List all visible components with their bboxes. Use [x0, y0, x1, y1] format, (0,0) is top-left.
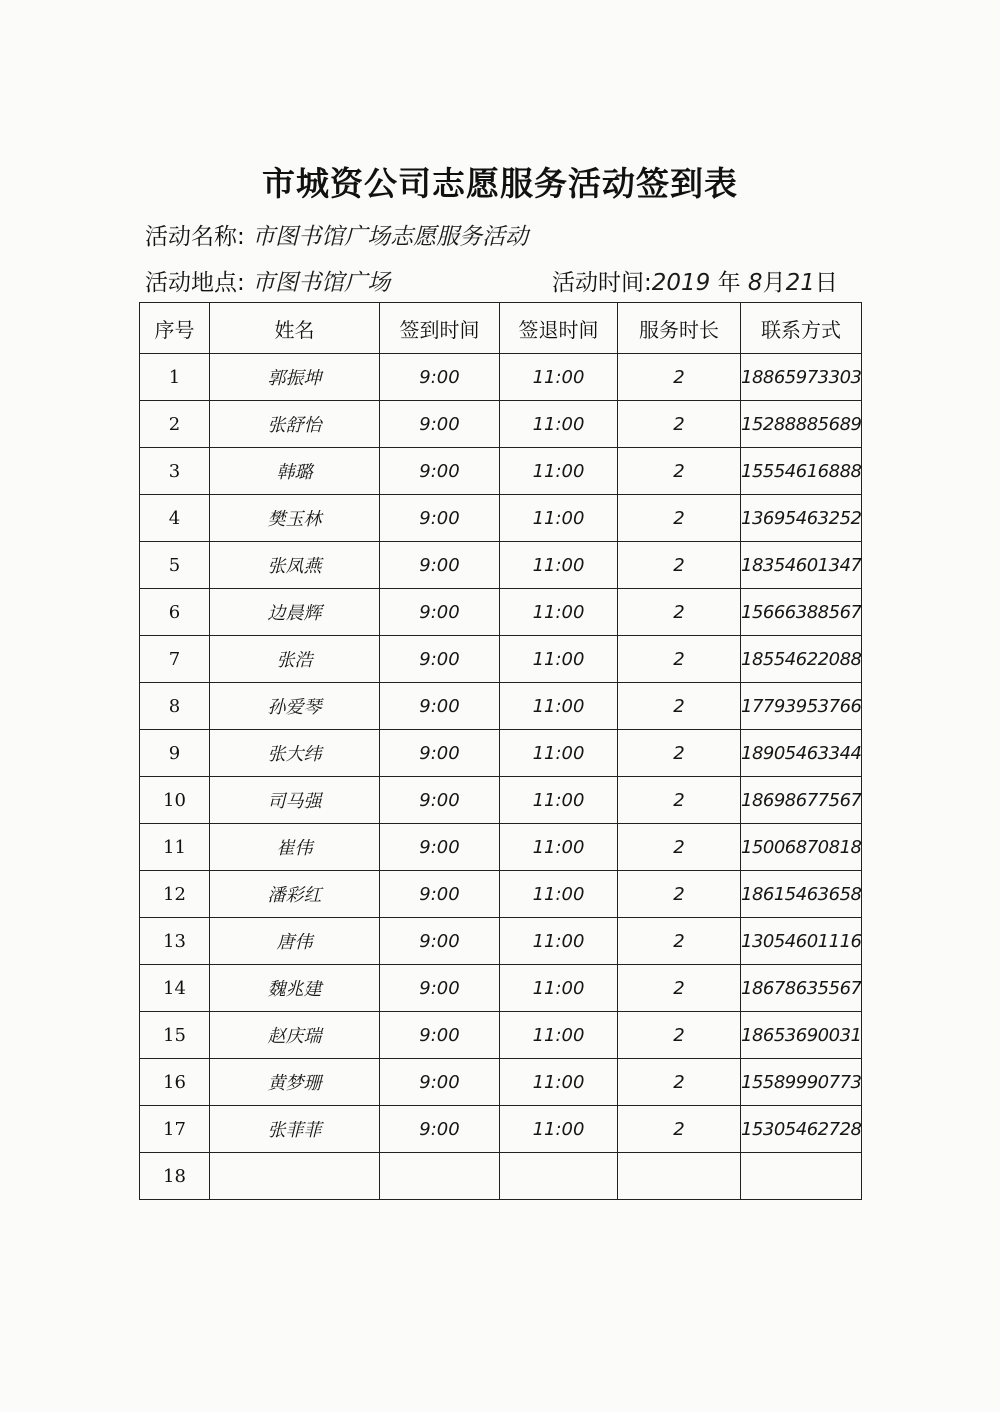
activity-time-label: 活动时间: — [552, 270, 652, 296]
activity-time-line — [552, 264, 838, 297]
row-seq: 15 — [140, 1012, 210, 1059]
row-seq: 14 — [140, 965, 210, 1012]
row-contact: 18615463658 — [741, 871, 862, 918]
header-name: 姓名 — [210, 303, 380, 354]
row-sign-in-time: 9:00 — [380, 354, 500, 401]
row-contact: 18905463344 — [741, 730, 862, 777]
table-row — [140, 542, 862, 589]
row-sign-out-time: 11:00 — [500, 495, 618, 542]
row-sign-out-time: 11:00 — [500, 589, 618, 636]
row-name: 边晨辉 — [210, 589, 380, 636]
activity-name-value: 市图书馆广场志愿服务活动 — [252, 224, 529, 250]
row-sign-in-time: 9:00 — [380, 589, 500, 636]
row-sign-out-time: 11:00 — [500, 824, 618, 871]
header-contact: 联系方式 — [741, 303, 862, 354]
row-contact: 15554616888 — [741, 448, 862, 495]
row-contact: 13695463252 — [741, 495, 862, 542]
row-sign-out-time: 11:00 — [500, 1106, 618, 1153]
table-row — [140, 683, 862, 730]
row-sign-in-time: 9:00 — [380, 448, 500, 495]
row-seq: 18 — [140, 1153, 210, 1200]
header-sign-out: 签退时间 — [500, 303, 618, 354]
row-seq: 12 — [140, 871, 210, 918]
activity-name-line — [145, 218, 528, 251]
row-seq: 8 — [140, 683, 210, 730]
row-service-hours: 2 — [618, 589, 741, 636]
row-sign-in-time: 9:00 — [380, 1059, 500, 1106]
table-row — [140, 448, 862, 495]
row-sign-in-time — [380, 1153, 500, 1200]
row-contact: 18554622088 — [741, 636, 862, 683]
row-service-hours: 2 — [618, 448, 741, 495]
table-row — [140, 1106, 862, 1153]
row-seq: 10 — [140, 777, 210, 824]
row-sign-in-time: 9:00 — [380, 495, 500, 542]
row-sign-in-time: 9:00 — [380, 730, 500, 777]
row-contact: 18865973303 — [741, 354, 862, 401]
row-name: 赵庆瑞 — [210, 1012, 380, 1059]
row-seq: 4 — [140, 495, 210, 542]
row-service-hours: 2 — [618, 401, 741, 448]
row-service-hours: 2 — [618, 495, 741, 542]
table-row — [140, 636, 862, 683]
row-service-hours: 2 — [618, 636, 741, 683]
row-seq: 6 — [140, 589, 210, 636]
row-name: 潘彩红 — [210, 871, 380, 918]
row-sign-out-time: 11:00 — [500, 918, 618, 965]
row-sign-in-time: 9:00 — [380, 401, 500, 448]
row-sign-in-time: 9:00 — [380, 777, 500, 824]
row-name: 郭振坤 — [210, 354, 380, 401]
day-unit: 日 — [814, 270, 838, 296]
row-seq: 5 — [140, 542, 210, 589]
row-sign-out-time: 11:00 — [500, 871, 618, 918]
row-sign-out-time: 11:00 — [500, 448, 618, 495]
row-contact: 15006870818 — [741, 824, 862, 871]
activity-name-label: 活动名称: — [145, 224, 245, 250]
row-sign-in-time: 9:00 — [380, 871, 500, 918]
row-name: 唐伟 — [210, 918, 380, 965]
row-name: 黄梦珊 — [210, 1059, 380, 1106]
sign-in-table — [139, 302, 862, 1200]
table-row — [140, 918, 862, 965]
page-title: 市城资公司志愿服务活动签到表 — [262, 164, 738, 203]
row-service-hours: 2 — [618, 918, 741, 965]
row-seq: 11 — [140, 824, 210, 871]
row-name: 崔伟 — [210, 824, 380, 871]
row-service-hours: 2 — [618, 1012, 741, 1059]
row-seq: 7 — [140, 636, 210, 683]
row-sign-out-time: 11:00 — [500, 542, 618, 589]
table-header-row — [140, 303, 862, 354]
header-hours: 服务时长 — [618, 303, 741, 354]
activity-day: 21 — [785, 270, 815, 296]
row-service-hours: 2 — [618, 1059, 741, 1106]
row-sign-in-time: 9:00 — [380, 1012, 500, 1059]
row-name: 张菲菲 — [210, 1106, 380, 1153]
row-sign-out-time: 11:00 — [500, 354, 618, 401]
row-seq: 2 — [140, 401, 210, 448]
table-row — [140, 1059, 862, 1106]
table-row — [140, 354, 862, 401]
row-sign-out-time: 11:00 — [500, 1012, 618, 1059]
row-service-hours: 2 — [618, 730, 741, 777]
row-contact: 18698677567 — [741, 777, 862, 824]
row-contact: 13054601116 — [741, 918, 862, 965]
header-seq: 序号 — [140, 303, 210, 354]
row-sign-out-time: 11:00 — [500, 730, 618, 777]
table-row — [140, 730, 862, 777]
row-service-hours: 2 — [618, 777, 741, 824]
table-row — [140, 589, 862, 636]
row-sign-out-time: 11:00 — [500, 777, 618, 824]
row-sign-out-time: 11:00 — [500, 965, 618, 1012]
row-service-hours: 2 — [618, 683, 741, 730]
row-name: 张凤燕 — [210, 542, 380, 589]
row-service-hours: 2 — [618, 965, 741, 1012]
row-name: 孙爱琴 — [210, 683, 380, 730]
year-unit: 年 — [717, 270, 741, 296]
header-sign-in: 签到时间 — [380, 303, 500, 354]
row-service-hours: 2 — [618, 354, 741, 401]
row-name: 魏兆建 — [210, 965, 380, 1012]
row-sign-out-time: 11:00 — [500, 1059, 618, 1106]
row-seq: 3 — [140, 448, 210, 495]
row-seq: 13 — [140, 918, 210, 965]
row-seq: 16 — [140, 1059, 210, 1106]
table-row — [140, 1153, 862, 1200]
row-sign-in-time: 9:00 — [380, 965, 500, 1012]
row-service-hours: 2 — [618, 542, 741, 589]
row-contact: 15666388567 — [741, 589, 862, 636]
table-row — [140, 401, 862, 448]
row-sign-in-time: 9:00 — [380, 824, 500, 871]
row-sign-out-time: 11:00 — [500, 636, 618, 683]
table-row — [140, 1012, 862, 1059]
row-service-hours: 2 — [618, 824, 741, 871]
row-service-hours: 2 — [618, 871, 741, 918]
row-sign-out-time: 11:00 — [500, 683, 618, 730]
row-contact: 17793953766 — [741, 683, 862, 730]
row-contact: 18354601347 — [741, 542, 862, 589]
row-contact: 15288885689 — [741, 401, 862, 448]
table-row — [140, 777, 862, 824]
row-contact: 15305462728 — [741, 1106, 862, 1153]
row-sign-in-time: 9:00 — [380, 918, 500, 965]
row-sign-in-time: 9:00 — [380, 542, 500, 589]
table-row — [140, 824, 862, 871]
table-row — [140, 871, 862, 918]
row-contact: 18678635567 — [741, 965, 862, 1012]
activity-month: 8 — [747, 270, 763, 296]
row-name: 张大纬 — [210, 730, 380, 777]
row-contact: 18653690031 — [741, 1012, 862, 1059]
row-sign-in-time: 9:00 — [380, 1106, 500, 1153]
row-sign-out-time — [500, 1153, 618, 1200]
row-name — [210, 1153, 380, 1200]
row-name: 樊玉林 — [210, 495, 380, 542]
row-name: 韩璐 — [210, 448, 380, 495]
month-unit: 月 — [762, 270, 786, 296]
row-sign-in-time: 9:00 — [380, 683, 500, 730]
row-service-hours — [618, 1153, 741, 1200]
row-contact — [741, 1153, 862, 1200]
table-row — [140, 965, 862, 1012]
row-seq: 17 — [140, 1106, 210, 1153]
row-name: 张浩 — [210, 636, 380, 683]
row-name: 司马强 — [210, 777, 380, 824]
activity-place-line — [145, 264, 390, 297]
row-sign-out-time: 11:00 — [500, 401, 618, 448]
row-service-hours: 2 — [618, 1106, 741, 1153]
row-seq: 1 — [140, 354, 210, 401]
row-seq: 9 — [140, 730, 210, 777]
activity-year: 2019 — [651, 270, 711, 296]
row-contact: 15589990773 — [741, 1059, 862, 1106]
activity-place-label: 活动地点: — [145, 270, 245, 296]
row-sign-in-time: 9:00 — [380, 636, 500, 683]
activity-place-value: 市图书馆广场 — [252, 270, 391, 296]
table-row — [140, 495, 862, 542]
row-name: 张舒怡 — [210, 401, 380, 448]
